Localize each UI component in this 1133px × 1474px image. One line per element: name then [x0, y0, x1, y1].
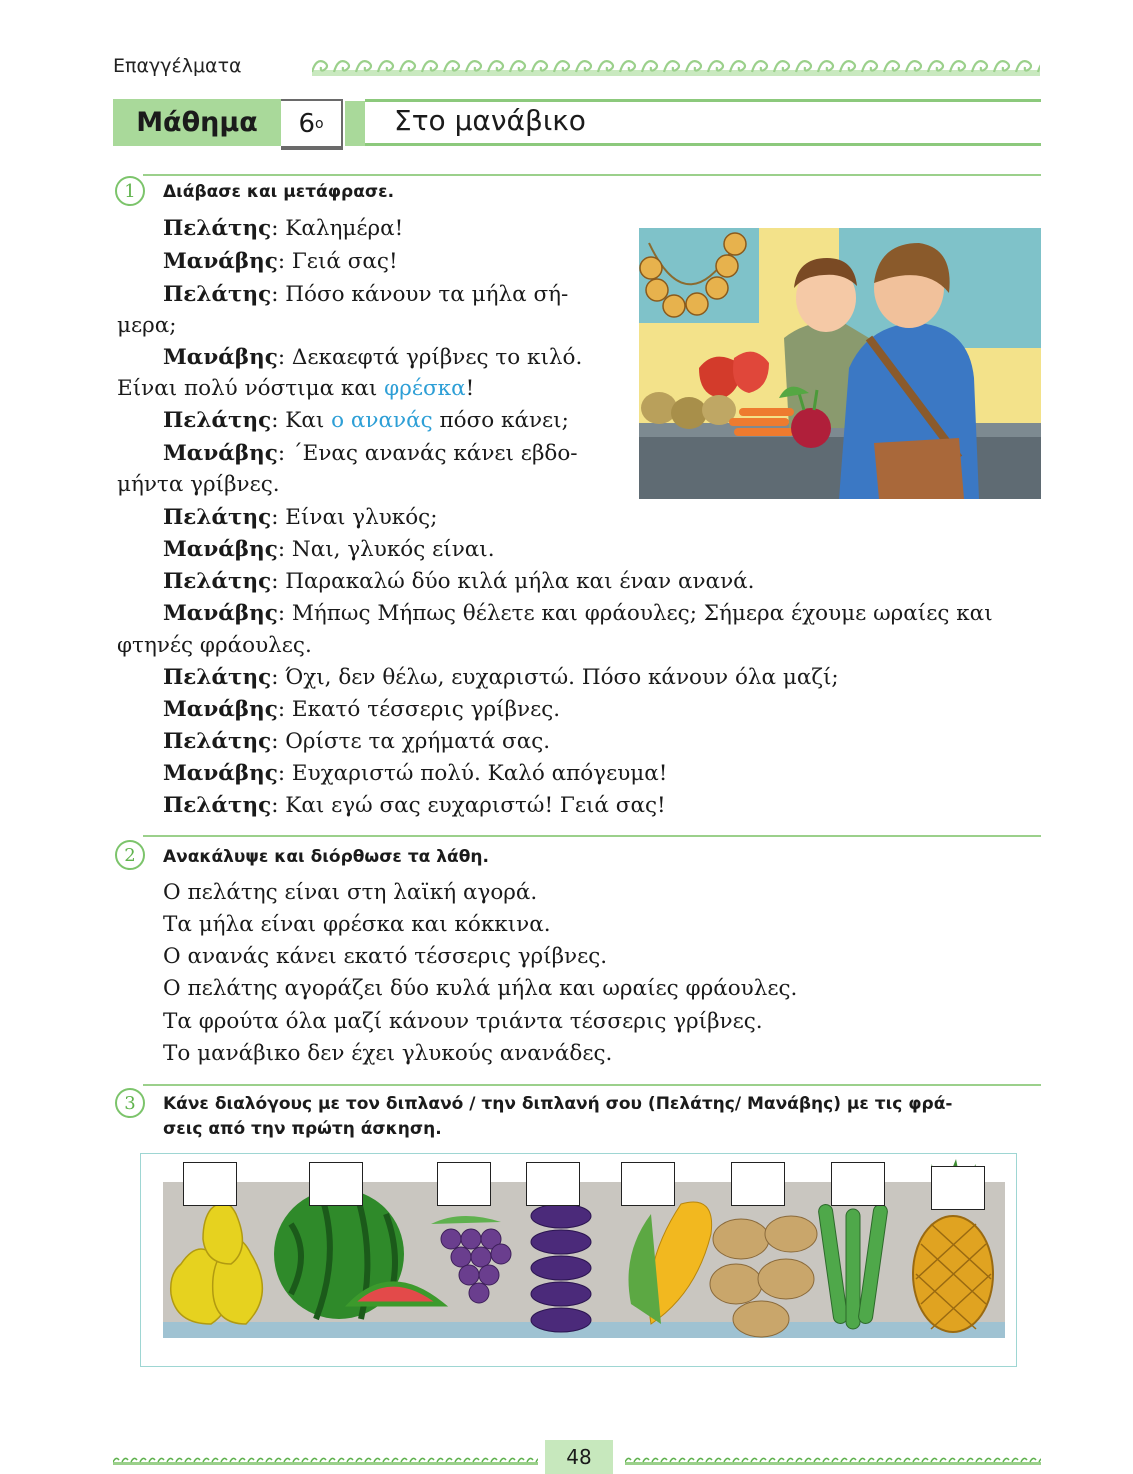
dialogue-line: Μανάβης: Ευχαριστώ πολύ. Καλό απόγευμα!: [163, 761, 668, 786]
lesson-title-rule: [365, 99, 1041, 102]
answer-box-pears[interactable]: [183, 1162, 237, 1206]
wave-ornament: [312, 56, 1040, 78]
dialogue-line: Πελάτης: Ορίστε τα χρήματά σας.: [163, 729, 551, 754]
highlighted-word: ο ανανάς: [331, 408, 433, 433]
answer-box-pineapple[interactable]: [931, 1166, 985, 1210]
correction-sentence: Το μανάβικο δεν έχει γλυκούς ανανάδες.: [163, 1041, 613, 1066]
exercise-rule: [143, 1084, 1041, 1086]
dialogue-line: Πελάτης: Καλημέρα!: [163, 216, 404, 241]
dialogue-line-cont: Είναι πολύ νόστιμα και φρέσκα!: [117, 376, 475, 401]
dialogue-line: Πελάτης: Πόσο κάνουν τα μήλα σή-: [163, 282, 569, 307]
correction-sentence: Τα φρούτα όλα μαζί κάνουν τριάντα τέσσερις γρίβνες.: [163, 1009, 763, 1034]
dialogue-line: Πελάτης: Όχι, δεν θέλω, ευχαριστώ. Πόσο κάνουν όλα μαζί;: [163, 665, 839, 690]
exercise-rule: [143, 174, 1041, 176]
dialogue-line: Πελάτης: Είναι γλυκός;: [163, 505, 438, 530]
answer-box-green-beans[interactable]: [831, 1162, 885, 1206]
dialogue-line: Πελάτης: Και ο ανανάς πόσο κάνει;: [163, 408, 569, 433]
produce-strip: [140, 1153, 1017, 1367]
lesson-bar: [113, 99, 1041, 149]
dialogue-line: Μανάβης: Εκατό τέσσερις γρίβνες.: [163, 697, 561, 722]
exercise-rule: [143, 835, 1041, 837]
lesson-title: Στο μανάβικο: [394, 104, 586, 137]
dialogue-line: Μανάβης: Μήπως Μήπως θέλετε και φράουλες; Σήμερα έχουμε ωραίες και: [163, 601, 993, 626]
correction-sentence: Ο πελάτης αγοράζει δύο κυλά μήλα και ωραίες φράουλες.: [163, 976, 798, 1001]
footer-ornament: [625, 1456, 1041, 1466]
lesson-title-rule: [365, 143, 1041, 146]
correction-sentence: Τα μήλα είναι φρέσκα και κόκκινα.: [163, 912, 551, 937]
dialogue-line-cont: μήντα γρίβνες.: [117, 472, 280, 497]
greengrocer-illustration: [639, 228, 1041, 499]
dialogue-line: Μανάβης: Ναι, γλυκός είναι.: [163, 537, 495, 562]
dialogue-line: Πελάτης: Και εγώ σας ευχαριστώ! Γειά σας!: [163, 793, 666, 818]
dialogue-line: Μανάβης: ΄Ενας ανανάς κάνει εβδο-: [163, 441, 578, 466]
page-number: 48: [545, 1440, 613, 1474]
exercise-number-3: 3: [115, 1088, 145, 1118]
lesson-bar-accent: [345, 101, 365, 146]
answer-box-grapes[interactable]: [437, 1162, 491, 1206]
lesson-number: 6 ο: [281, 99, 343, 150]
dialogue-line: Μανάβης: Γειά σας!: [163, 249, 398, 274]
answer-box-potatoes[interactable]: [731, 1162, 785, 1206]
lesson-label: Μάθημα: [113, 99, 281, 146]
correction-sentence: Ο ανανάς κάνει εκατό τέσσερις γρίβνες.: [163, 944, 608, 969]
answer-box-corn[interactable]: [621, 1162, 675, 1206]
footer-ornament: [113, 1456, 538, 1466]
exercise-number-1: 1: [115, 176, 145, 206]
section-title: Επαγγέλματα: [113, 55, 242, 77]
dialogue-line: Μανάβης: Δεκαεφτά γρίβνες το κιλό.: [163, 345, 583, 370]
correction-sentence: Ο πελάτης είναι στη λαϊκή αγορά.: [163, 880, 538, 905]
exercise-number-2: 2: [115, 840, 145, 870]
exercise-instruction: Ανακάλυψε και διόρθωσε τα λάθη.: [163, 847, 489, 867]
dialogue-line-cont: μερα;: [117, 313, 177, 338]
exercise-instruction: Διάβασε και μετάφρασε.: [163, 182, 395, 202]
answer-box-eggplants[interactable]: [526, 1162, 580, 1206]
dialogue-line-cont: φτηνές φράουλες.: [117, 633, 312, 658]
exercise-instruction: Κάνε διαλόγους με τον διπλανό / την διπλανή σου (Πελάτης/ Μανάβης) με τις φρά- σεις από την πρώτη άσκηση.: [163, 1094, 953, 1139]
answer-box-watermelon[interactable]: [309, 1162, 363, 1206]
highlighted-word: φρέσκα: [384, 376, 466, 401]
dialogue-line: Πελάτης: Παρακαλώ δύο κιλά μήλα και έναν ανανά.: [163, 569, 755, 594]
